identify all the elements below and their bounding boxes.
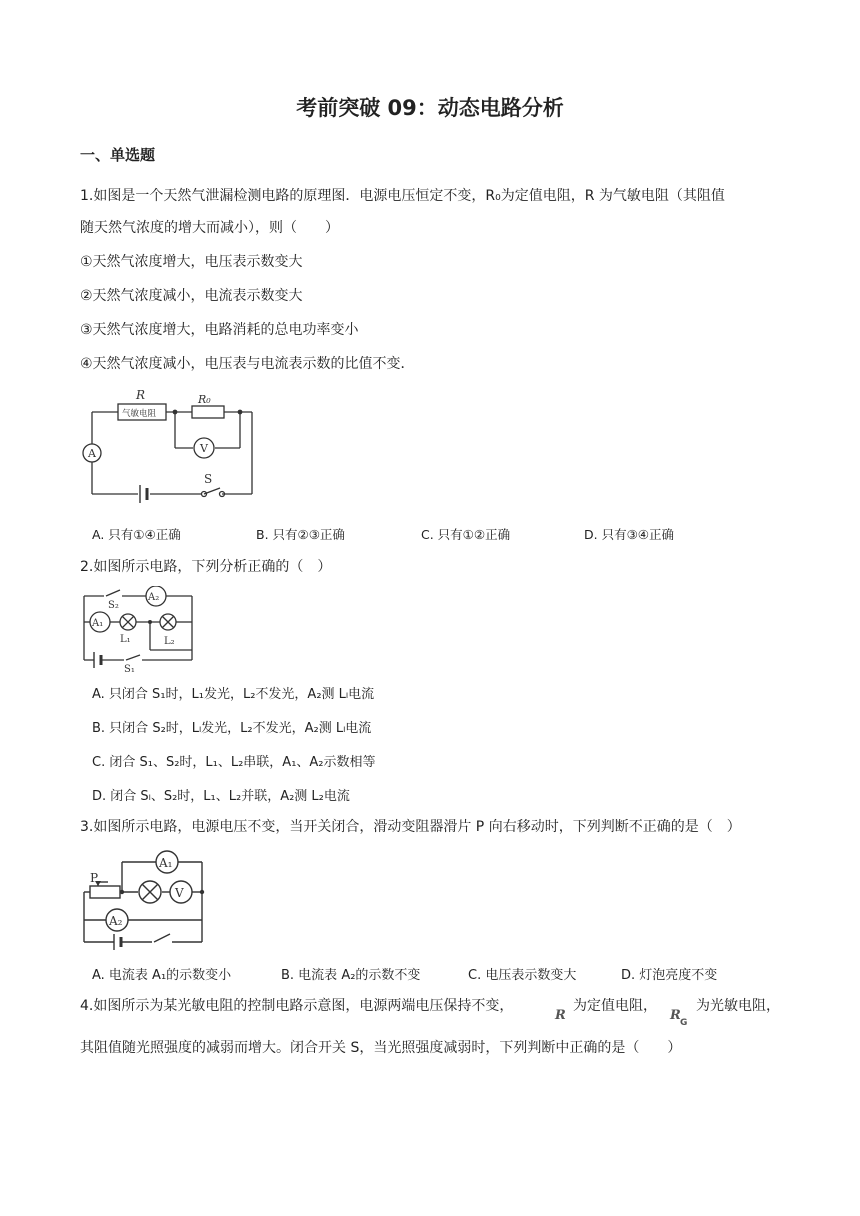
q1-option-b[interactable]: B. 只有②③正确 [256,527,345,542]
q1-fig-label-voltmeter: V [200,442,208,455]
q3-option-c[interactable]: C. 电压表示数变大 [468,968,577,983]
q4-symbol-rg: R [670,1008,681,1023]
q4-stem-part1: 4.如图所示为某光敏电阻的控制电路示意图，电源两端电压保持不变， [80,998,514,1014]
q2-fig-label-l2: L₂ [164,636,175,647]
q1-statement-4: ④天然气浓度减小，电压表与电流表示数的比值不变． [80,356,415,372]
q1-statement-1: ①天然气浓度增大，电压表示数变大 [80,254,303,270]
q2-fig-label-a2: A₂ [148,592,160,603]
q1-option-c[interactable]: C. 只有①②正确 [421,527,511,542]
q4-symbol-r: R [555,1008,566,1023]
q1-statement-2: ②天然气浓度减小，电流表示数变大 [80,288,303,304]
q1-fig-label-r0: R₀ [198,393,211,406]
q2-fig-label-l1: L₁ [120,634,131,645]
q4-stem-part2: 为定值电阻， [573,998,657,1014]
q3-fig-label-v: V [175,886,184,900]
q4-stem-line2: 其阻值随光照强度的减弱而增大。闭合开关 S，当光照强度减弱时，下列判断中正确的是（ ） [80,1040,682,1056]
section-heading: 一、单选题 [80,146,156,164]
q4-stem-part3: 为光敏电阻， [696,998,780,1014]
q2-stem: 2.如图所示电路，下列分析正确的（ ） [80,559,332,575]
q2-fig-label-a1: A₁ [92,618,104,629]
q1-statement-3: ③天然气浓度增大，电路消耗的总电功率变小 [80,322,359,338]
q1-stem-line1: 1.如图是一个天然气泄漏检测电路的原理图．电源电压恒定不变，R₀为定值电阻，R 为气敏电阻（其阻值 [80,188,725,204]
q1-fig-label-switch: S [204,472,213,486]
q3-fig-label-a2: A₂ [109,914,123,928]
q1-fig-label-r: R [136,388,146,402]
q2-option-a[interactable]: A. 只闭合 S₁时，L₁发光，L₂不发光，A₂测 Lₗ电流 [92,687,375,702]
q3-option-a[interactable]: A. 电流表 A₁的示数变小 [92,968,232,983]
q2-fig-label-s2: S₂ [108,600,119,611]
q1-option-a[interactable]: A. 只有①④正确 [92,527,181,542]
q3-option-d[interactable]: D. 灯泡亮度不变 [621,968,718,983]
page-title: 考前突破 09：动态电路分析 [296,96,564,120]
q3-circuit-diagram [80,846,210,952]
q2-circuit-diagram [80,586,198,672]
q2-option-d[interactable]: D. 闭合 Sₗ、S₂时，L₁、L₂并联，A₂测 L₂电流 [92,789,350,804]
q1-circuit-diagram [80,386,260,504]
q1-stem-line2: 随天然气浓度的增大而减小），则（ ） [80,220,339,236]
q3-fig-label-p: P [90,871,99,885]
q1-fig-label-sensor: 气敏电阻 [122,409,157,419]
q2-option-c[interactable]: C. 闭合 S₁、S₂时，L₁、L₂串联，A₁、A₂示数相等 [92,755,376,770]
q1-option-d[interactable]: D. 只有③④正确 [584,527,674,542]
q2-option-b[interactable]: B. 只闭合 S₂时，Lₗ发光，L₂不发光，A₂测 Lₗ电流 [92,721,372,736]
q1-fig-label-ammeter: A [88,447,96,460]
q3-stem: 3.如图所示电路，电源电压不变，当开关闭合，滑动变阻器滑片 P 向右移动时，下列判断不正确的是（ ） [80,819,741,835]
q3-option-b[interactable]: B. 电流表 A₂的示数不变 [281,968,421,983]
q2-fig-label-s1: S₁ [124,664,135,672]
q3-fig-label-a1: A₁ [159,856,173,870]
q4-symbol-rg-subscript: G [680,1018,688,1028]
